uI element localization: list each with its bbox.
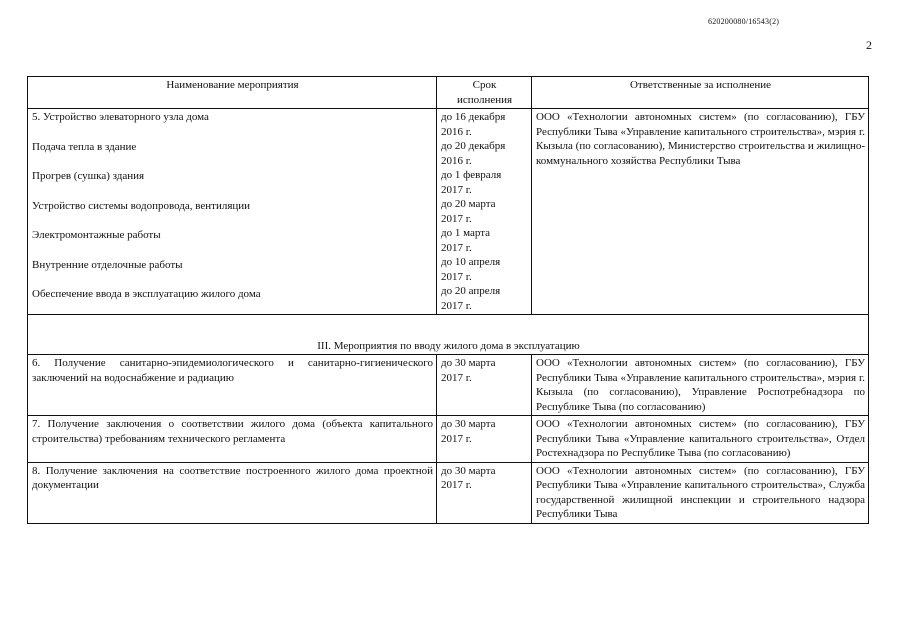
event-name: Устройство системы водопровода, вентиляции bbox=[32, 199, 251, 212]
event-name: Обеспечение ввода в эксплуатацию жилого дома bbox=[32, 288, 261, 300]
header-term-line1: Срок bbox=[472, 79, 497, 91]
events-table bbox=[27, 76, 869, 524]
event-name: Электромонтажные работы bbox=[32, 229, 161, 241]
event-name: 5. Устройство элеваторного узла дома bbox=[32, 111, 209, 123]
header-term bbox=[437, 77, 532, 109]
header-responsible: Ответственные за исполнение bbox=[532, 77, 869, 109]
header-term-line2: исполнения bbox=[456, 93, 513, 106]
page-number: 2 bbox=[866, 38, 872, 52]
term: до 1 марта 2017 г. bbox=[441, 227, 491, 254]
term: до 20 апреля 2017 г. bbox=[441, 285, 501, 312]
header-event-name: Наименование мероприятия bbox=[28, 77, 437, 109]
term: до 30 марта 2017 г. bbox=[437, 416, 532, 463]
table-header-row bbox=[28, 77, 869, 109]
term: до 30 марта 2017 г. bbox=[437, 355, 532, 416]
responsible: ООО «Технологии автономных систем» (по согласованию), ГБУ Республики Тыва «Управление капитального строительства», мэрия г. Кызыла (по согласованию), Управление Роспотребнадзора по Республике Тыва (по согласованию) bbox=[532, 355, 869, 416]
table-row bbox=[28, 416, 869, 463]
table-row bbox=[28, 355, 869, 416]
event-name: Прогрев (сушка) здания bbox=[32, 170, 145, 182]
responsible-cell: ООО «Технологии автономных систем» (по согласованию), ГБУ Республики Тыва «Управление капитального строительства», мэрия г. Кызыла (по согласованию), Министерство строительства и жилищно-коммунального хозяйства Республики Тыва bbox=[532, 109, 869, 315]
term: до 16 декабря 2016 г. bbox=[441, 111, 506, 138]
event-names-cell bbox=[28, 109, 437, 315]
term: до 20 декабря 2016 г. bbox=[441, 140, 506, 167]
event-name: 7. Получение заключения о соответствии жилого дома (объекта капитального строительства) требованиям технического регламента bbox=[28, 416, 437, 463]
term: до 30 марта 2017 г. bbox=[437, 462, 532, 523]
table-row bbox=[28, 109, 869, 315]
section-title-row bbox=[28, 339, 869, 355]
document-id: 620200080/16543(2) bbox=[708, 17, 780, 26]
event-name: 6. Получение санитарно-эпидемиологического и санитарно-гигиенического заключений на водоснабжение и радиацию bbox=[28, 355, 437, 416]
event-name: 8. Получение заключения на соответствие построенного жилого дома проектной документации bbox=[28, 462, 437, 523]
terms-cell bbox=[437, 109, 532, 315]
spacer-row bbox=[28, 315, 869, 340]
event-name: Подача тепла в здание bbox=[32, 140, 137, 153]
term: до 10 апреля 2017 г. bbox=[441, 256, 501, 283]
responsible: ООО «Технологии автономных систем» (по согласованию), ГБУ Республики Тыва «Управление капитального строительства», Отдел Ростехнадзора по Республике Тыва (по согласованию) bbox=[532, 416, 869, 463]
section-title: III. Мероприятия по вводу жилого дома в эксплуатацию bbox=[28, 339, 869, 355]
responsible: ООО «Технологии автономных систем» (по согласованию), ГБУ Республики Тыва «Управление капитального строительства», Служба государственной жилищной инспекции и строительного надзора Республики Тыва bbox=[532, 462, 869, 523]
term: до 20 марта 2017 г. bbox=[441, 198, 496, 225]
table-row bbox=[28, 462, 869, 523]
term: до 1 февраля 2017 г. bbox=[441, 169, 502, 196]
event-name: Внутренние отделочные работы bbox=[32, 258, 183, 271]
